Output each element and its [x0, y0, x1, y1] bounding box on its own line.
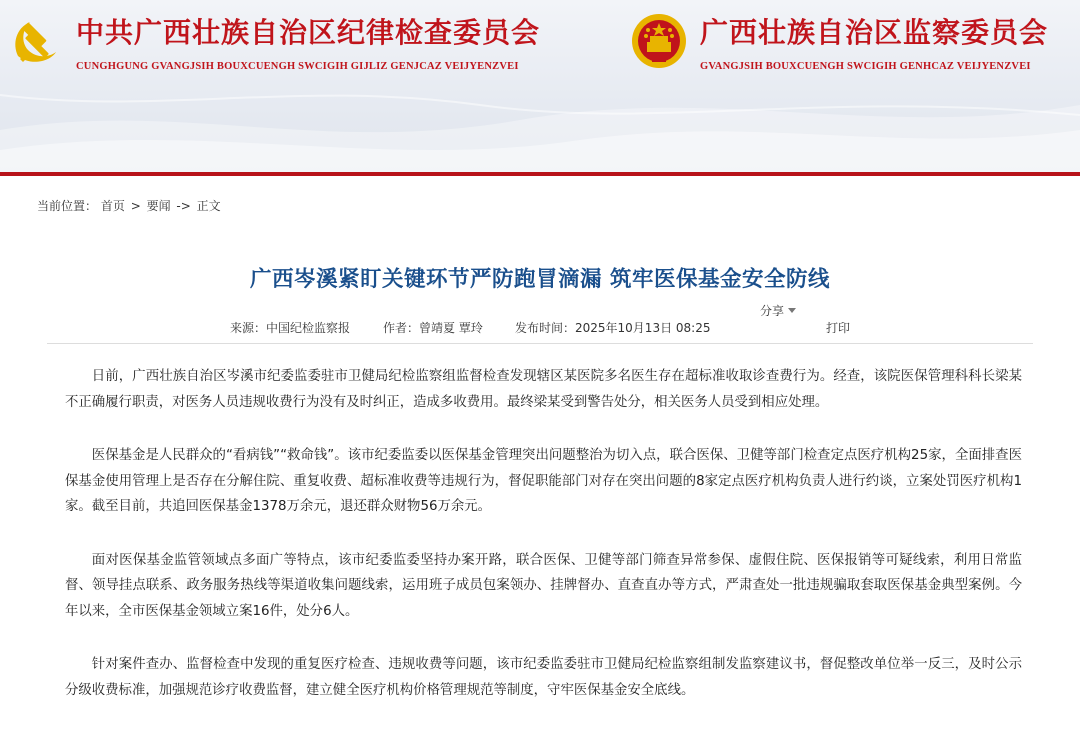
cdi-org-text — [76, 12, 540, 74]
article-author: 作者：曾靖夏 覃玲 — [383, 321, 483, 335]
article-publish-date: 发布时间：2025年10月13日 08:25 — [515, 321, 711, 335]
breadcrumb-section-link[interactable]: 要闻 — [146, 199, 171, 213]
breadcrumb — [37, 197, 221, 214]
print-button[interactable]: 打印 — [826, 321, 851, 335]
header-red-divider — [0, 172, 1080, 176]
meta-divider — [47, 343, 1033, 344]
breadcrumb-current: 正文 — [196, 199, 221, 213]
cdi-org-name-cn: 中共广西壮族自治区纪律检查委员会 — [76, 16, 541, 49]
header-banner — [0, 0, 1080, 172]
breadcrumb-separator: > — [130, 199, 141, 213]
breadcrumb-label: 当前位置： — [37, 199, 98, 213]
share-label: 分享 — [760, 304, 785, 318]
article-paragraph: 日前，广西壮族自治区岑溪市纪委监委驻市卫健局纪检监察组监督检查发现辖区某医院多名医生存在超标准收取诊查费行为。经查，该院医保管理科科长梁某不正确履行职责，对医务人员违规收费行为没有及时纠正，造成多收费用。最终梁某受到警告处分，相关医务人员受到相应处理。 — [65, 369, 1022, 410]
cdi-org-name-en: CUNGHGUNG GVANGJSIH BOUXCUENGH SWCIGIH GIJLIZ GENJCAZ VEIJYENZVEI — [76, 61, 519, 72]
national-emblem-icon — [630, 12, 688, 70]
breadcrumb-home-link[interactable]: 首页 — [100, 199, 125, 213]
article-body — [65, 364, 1022, 731]
banner-wave-decoration — [0, 60, 1080, 172]
article-paragraph: 针对案件查办、监督检查中发现的重复医疗检查、违规收费等问题，该市纪委监委驻市卫健局纪检监察组制发监察建议书，督促整改单位举一反三，及时公示分级收费标准，加强规范诊疗收费监督，建立健全医疗机构价格管理规范等制度，守牢医保基金安全底线。 — [65, 657, 1022, 698]
breadcrumb-separator: -> — [176, 199, 191, 213]
supervision-org-name-cn: 广西壮族自治区监察委员会 — [700, 16, 1049, 49]
party-emblem-icon — [8, 12, 66, 70]
article-paragraph: 医保基金是人民群众的“看病钱”“救命钱”。该市纪委监委以医保基金管理突出问题整治为切入点，联合医保、卫健等部门检查定点医疗机构25家，全面排查医保基金使用管理上是否存在分解住院、重复收费、超标准收费等违规行为，督促职能部门对存在突出问题的8家定点医疗机构负责人进行约谈，立案处罚医疗机构1家。截至目前，共追回医保基金1378万余元，退还群众财物56万余元。 — [65, 448, 1022, 514]
chevron-down-icon — [788, 308, 796, 313]
article-source: 来源：中国纪检监察报 — [230, 321, 351, 335]
article-title: 广西岑溪紧盯关键环节严防跑冒滴漏 筑牢医保基金安全防线 — [250, 267, 830, 292]
supervision-org-name-en: GVANGJSIH BOUXCUENGH SWCIGIH GENHCAZ VEIJYENZVEI — [700, 61, 1031, 72]
article-paragraph: 面对医保基金监管领域点多面广等特点，该市纪委监委坚持办案开路，联合医保、卫健等部门筛查异常参保、虚假住院、医保报销等可疑线索，利用日常监督、领导挂点联系、政务服务热线等渠道收集问题线索，运用班子成员包案领办、挂牌督办、直查直办等方式，严肃查处一批违规骗取套取医保基金典型案例。今年以来，全市医保基金领域立案16件，处分6人。 — [65, 552, 1022, 619]
supervision-org-text — [700, 12, 1048, 74]
share-button[interactable] — [760, 302, 796, 319]
